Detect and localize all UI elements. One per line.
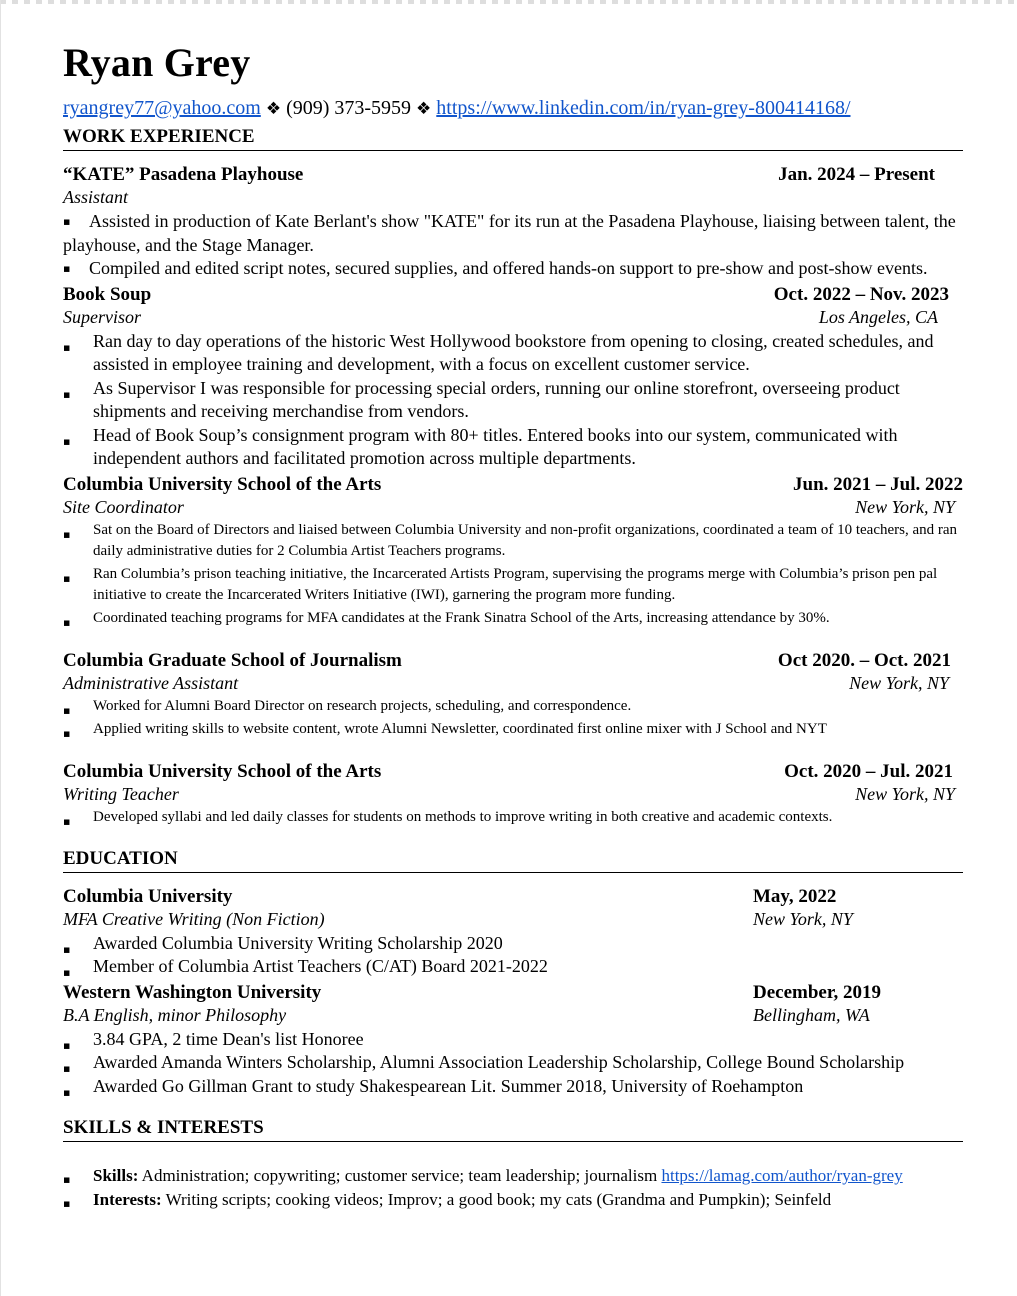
- job-bullet: ▪ Head of Book Soup’s consignment program with 80+ titles. Entered books into our system, communicated with independent authors and facilitated promotion across multiple departments.: [63, 424, 898, 468]
- bullet-icon: ▪: [63, 1085, 71, 1099]
- job-role: Supervisor: [63, 306, 141, 327]
- school-name: Columbia University: [63, 885, 233, 907]
- job-bullet: ▪ Ran day to day operations of the historic West Hollywood bookstore from opening to closing, created schedules, and assisted in employee training and development, with a focus on excellent customer service.: [63, 330, 934, 374]
- job-bullet: ▪ Applied writing skills to website content, wrote Alumni Newsletter, coordinated first online mixer with J School and NYT: [63, 719, 963, 741]
- job-org: Columbia University School of the Arts: [63, 473, 382, 495]
- portfolio-link[interactable]: https://lamag.com/author/ryan-grey: [661, 1166, 903, 1185]
- job-entry: [63, 473, 963, 630]
- bullet-icon: ▪: [63, 1038, 71, 1052]
- bullet-icon: ▪: [63, 1197, 71, 1210]
- job-org: “KATE” Pasadena Playhouse: [63, 164, 304, 185]
- job-bullet: ▪ Compiled and edited script notes, secured supplies, and offered hands-on support to pre-show and post-show events.: [63, 257, 963, 281]
- separator-icon: ❖: [265, 99, 282, 119]
- bullet-icon: ▪: [63, 966, 71, 979]
- degree: B.A English, minor Philosophy: [63, 1004, 287, 1025]
- job-location: Los Angeles, CA: [818, 306, 938, 327]
- job-role: Assistant: [63, 187, 129, 207]
- education-bullet: ▪ Awarded Go Gillman Grant to study Shakespearean Lit. Summer 2018, University of Roehampton: [63, 1075, 963, 1099]
- phone-number: (909) 373-5959: [286, 97, 412, 119]
- job-dates: Oct. 2022 – Nov. 2023: [773, 283, 949, 305]
- school-location: New York, NY: [753, 908, 853, 929]
- bullet-icon: ▪: [63, 615, 71, 629]
- interests-item: [63, 1188, 963, 1211]
- job-entry: [63, 649, 963, 740]
- job-dates: Oct. 2020 – Jul. 2021: [784, 761, 953, 782]
- job-bullet: ▪ Sat on the Board of Directors and liaised between Columbia University and non-profit organizations, coordinated a team of 10 teachers, and ran daily administrative duties for 2 Columbia Artist Teachers programs.: [63, 521, 958, 559]
- education-entry: [63, 885, 963, 979]
- bullet-icon: ▪: [63, 340, 71, 354]
- job-org: Columbia Graduate School of Journalism: [63, 650, 402, 671]
- bullet-icon: ▪: [63, 704, 71, 717]
- section-work-experience: WORK EXPERIENCE: [63, 125, 963, 151]
- bullet-icon: ▪: [63, 434, 71, 448]
- job-bullet: ▪ As Supervisor I was responsible for processing special orders, running our online storefront, overseeing product shipments and receiving merchandise from vendors.: [63, 377, 900, 421]
- contact-line: [63, 96, 963, 121]
- job-org: Book Soup: [63, 283, 152, 305]
- bullet-icon: ▪: [63, 815, 71, 828]
- bullet-icon: ▪: [63, 571, 71, 585]
- section-skills-interests: SKILLS & INTERESTS: [63, 1116, 963, 1142]
- job-bullet: ▪ Ran Columbia’s prison teaching initiative, the Incarcerated Artists Program, supervising the programs merge with Columbia’s prison pen pal initiative to create the Incarcerated Writers Initiative (IWI), garnering the program more funding.: [63, 565, 938, 603]
- bullet-icon: ▪: [63, 942, 71, 956]
- job-bullet: ▪ Developed syllabi and led daily classes for students on methods to improve writing in both creative and academic contexts.: [63, 807, 963, 829]
- resume-page: [63, 40, 963, 1212]
- job-entry: [63, 163, 963, 281]
- job-bullet: ▪ Coordinated teaching programs for MFA candidates at the Frank Sinatra School of the Arts, increasing attendance by 30%.: [63, 608, 963, 630]
- graduation-date: May, 2022: [753, 885, 837, 907]
- job-entry: [63, 760, 963, 829]
- education-bullet: ▪ Awarded Amanda Winters Scholarship, Alumni Association Leadership Scholarship, College Bound Scholarship: [63, 1051, 963, 1075]
- page-top-border: [0, 0, 1017, 4]
- job-bullet: ▪ Worked for Alumni Board Director on research projects, scheduling, and correspondence.: [63, 696, 963, 718]
- education-entry: [63, 981, 963, 1099]
- school-name: Western Washington University: [63, 981, 322, 1003]
- separator-icon: ❖: [416, 99, 432, 119]
- bullet-icon: ▪: [63, 262, 71, 275]
- graduation-date: December, 2019: [753, 981, 882, 1003]
- job-dates: Jan. 2024 – Present: [778, 164, 935, 185]
- linkedin-link[interactable]: https://www.linkedin.com/in/ryan-grey-800414168/: [436, 97, 851, 119]
- job-location: New York, NY: [855, 496, 955, 517]
- job-entry: [63, 283, 963, 471]
- job-role: Writing Teacher: [63, 784, 179, 804]
- bullet-icon: ▪: [63, 1173, 71, 1186]
- job-dates: Oct 2020. – Oct. 2021: [777, 650, 951, 671]
- interests-label: Interests:: [93, 1190, 162, 1209]
- bullet-icon: ▪: [63, 1062, 71, 1075]
- education-bullet: ▪ Awarded Columbia University Writing Scholarship 2020: [63, 932, 963, 956]
- job-role: Site Coordinator: [63, 496, 184, 517]
- education-bullet: ▪ Member of Columbia Artist Teachers (C/AT) Board 2021-2022: [63, 955, 963, 979]
- skills-label: Skills:: [93, 1166, 139, 1185]
- resume-name: Ryan Grey: [63, 40, 251, 85]
- bullet-icon: ▪: [63, 527, 71, 541]
- page-left-border: [0, 0, 1, 1296]
- skills-text: Administration; copywriting; customer service; team leadership; journalism: [141, 1166, 658, 1185]
- bullet-icon: ▪: [63, 215, 71, 228]
- interests-text: Writing scripts; cooking videos; Improv; a good book; my cats (Grandma and Pumpkin); Seinfeld: [165, 1190, 832, 1209]
- job-location: New York, NY: [855, 784, 955, 804]
- school-location: Bellingham, WA: [753, 1004, 870, 1025]
- bullet-icon: ▪: [63, 387, 71, 401]
- job-org: Columbia University School of the Arts: [63, 761, 382, 782]
- bullet-icon: ▪: [63, 726, 71, 740]
- job-bullet: ▪ Assisted in production of Kate Berlant's show "KATE" for its run at the Pasadena Playhouse, liaising between talent, the playhouse, and the Stage Manager.: [63, 211, 956, 255]
- email-link[interactable]: ryangrey77@yahoo.com: [63, 97, 261, 119]
- skills-item: [63, 1164, 963, 1187]
- section-education: EDUCATION: [63, 847, 963, 873]
- job-location: New York, NY: [849, 673, 949, 693]
- education-bullet: ▪ 3.84 GPA, 2 time Dean's list Honoree: [63, 1028, 963, 1052]
- job-dates: Jun. 2021 – Jul. 2022: [793, 473, 963, 495]
- job-role: Administrative Assistant: [63, 673, 239, 693]
- degree: MFA Creative Writing (Non Fiction): [63, 908, 325, 929]
